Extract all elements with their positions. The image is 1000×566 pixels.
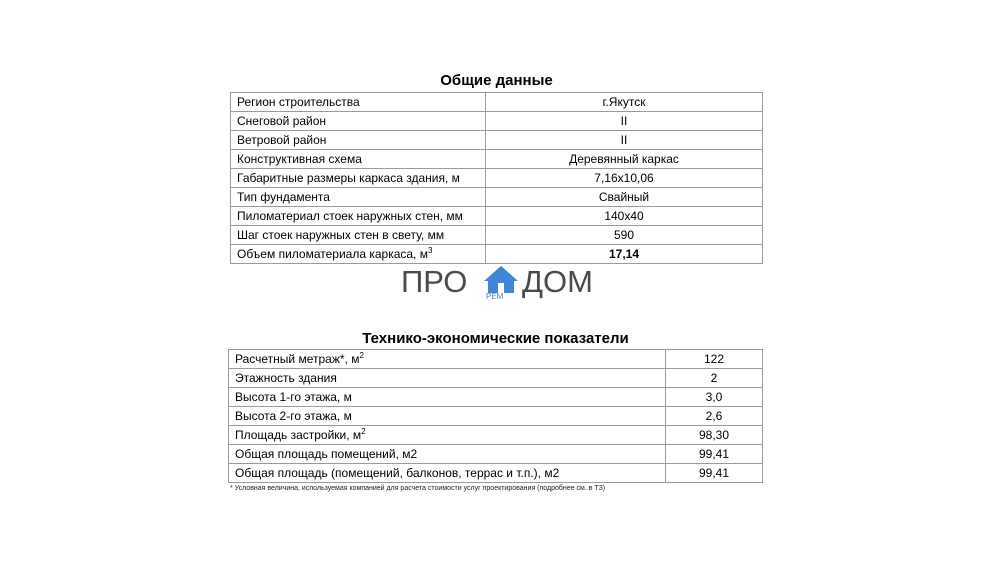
table-row: [229, 369, 763, 388]
row-value: г.Якутск: [486, 93, 763, 112]
table-row: [229, 426, 763, 445]
row-label: Тип фундамента: [231, 188, 486, 207]
row-value: 122: [666, 350, 763, 369]
table-row: [231, 150, 763, 169]
table-row: [229, 407, 763, 426]
row-value: 3,0: [666, 388, 763, 407]
logo-small-text: РЕМ: [486, 292, 504, 301]
row-label: Высота 1-го этажа, м: [229, 388, 666, 407]
row-label: Габаритные размеры каркаса здания, м: [231, 169, 486, 188]
unit-superscript: 2: [359, 351, 364, 360]
table-row: [231, 245, 763, 264]
table-row: [231, 226, 763, 245]
tech-indicators-table: [228, 349, 763, 483]
table-row: [229, 388, 763, 407]
row-label-text: Площадь застройки, м: [235, 428, 362, 442]
table-row: [231, 131, 763, 150]
table-row: [231, 93, 763, 112]
footnote: * Условная величина, используемая компанией для расчета стоимости услуг проектирования (подробнее см. в ТЗ): [230, 485, 606, 492]
table-row: [231, 207, 763, 226]
row-label: Шаг стоек наружных стен в свету, мм: [231, 226, 486, 245]
row-value: Свайный: [486, 188, 763, 207]
row-label: [229, 426, 666, 445]
table-row: [231, 112, 763, 131]
unit-superscript: 3: [427, 246, 433, 255]
row-value: 2,6: [666, 407, 763, 426]
row-label: [229, 350, 666, 369]
row-value: 2: [666, 369, 763, 388]
row-value: 140х40: [486, 207, 763, 226]
row-label: Общая площадь (помещений, балконов, террас и т.п.), м2: [229, 464, 666, 483]
row-value: II: [486, 112, 763, 131]
row-value: II: [486, 131, 763, 150]
general-data-title: Общие данные: [440, 72, 553, 89]
logo-text-right: ДОМ: [522, 264, 593, 299]
row-label: [231, 245, 486, 264]
table-row: [231, 188, 763, 207]
row-label-text: Объем пиломатериала каркаса, м: [237, 247, 428, 261]
row-label: Общая площадь помещений, м2: [229, 445, 666, 464]
table-row: [229, 350, 763, 369]
company-logo: [401, 263, 601, 303]
row-value: Деревянный каркас: [486, 150, 763, 169]
tech-indicators-title: Технико-экономические показатели: [362, 330, 629, 347]
row-value: 98,30: [666, 426, 763, 445]
row-value: 99,41: [666, 464, 763, 483]
row-value: 17,14: [486, 245, 763, 264]
row-label: Ветровой район: [231, 131, 486, 150]
row-label: Пиломатериал стоек наружных стен, мм: [231, 207, 486, 226]
row-value: 99,41: [666, 445, 763, 464]
table-row: [229, 464, 763, 483]
row-label: Регион строительства: [231, 93, 486, 112]
unit-superscript: 2: [361, 427, 366, 436]
row-value: 590: [486, 226, 763, 245]
row-label: Снеговой район: [231, 112, 486, 131]
table-row: [229, 445, 763, 464]
row-value: 7,16х10,06: [486, 169, 763, 188]
row-label-text: Расчетный метраж*, м: [235, 352, 360, 366]
row-label: Конструктивная схема: [231, 150, 486, 169]
table-row: [231, 169, 763, 188]
row-label: Этажность здания: [229, 369, 666, 388]
row-label: Высота 2-го этажа, м: [229, 407, 666, 426]
general-data-table: [230, 92, 763, 264]
logo-text-left: ПРО: [401, 264, 468, 299]
